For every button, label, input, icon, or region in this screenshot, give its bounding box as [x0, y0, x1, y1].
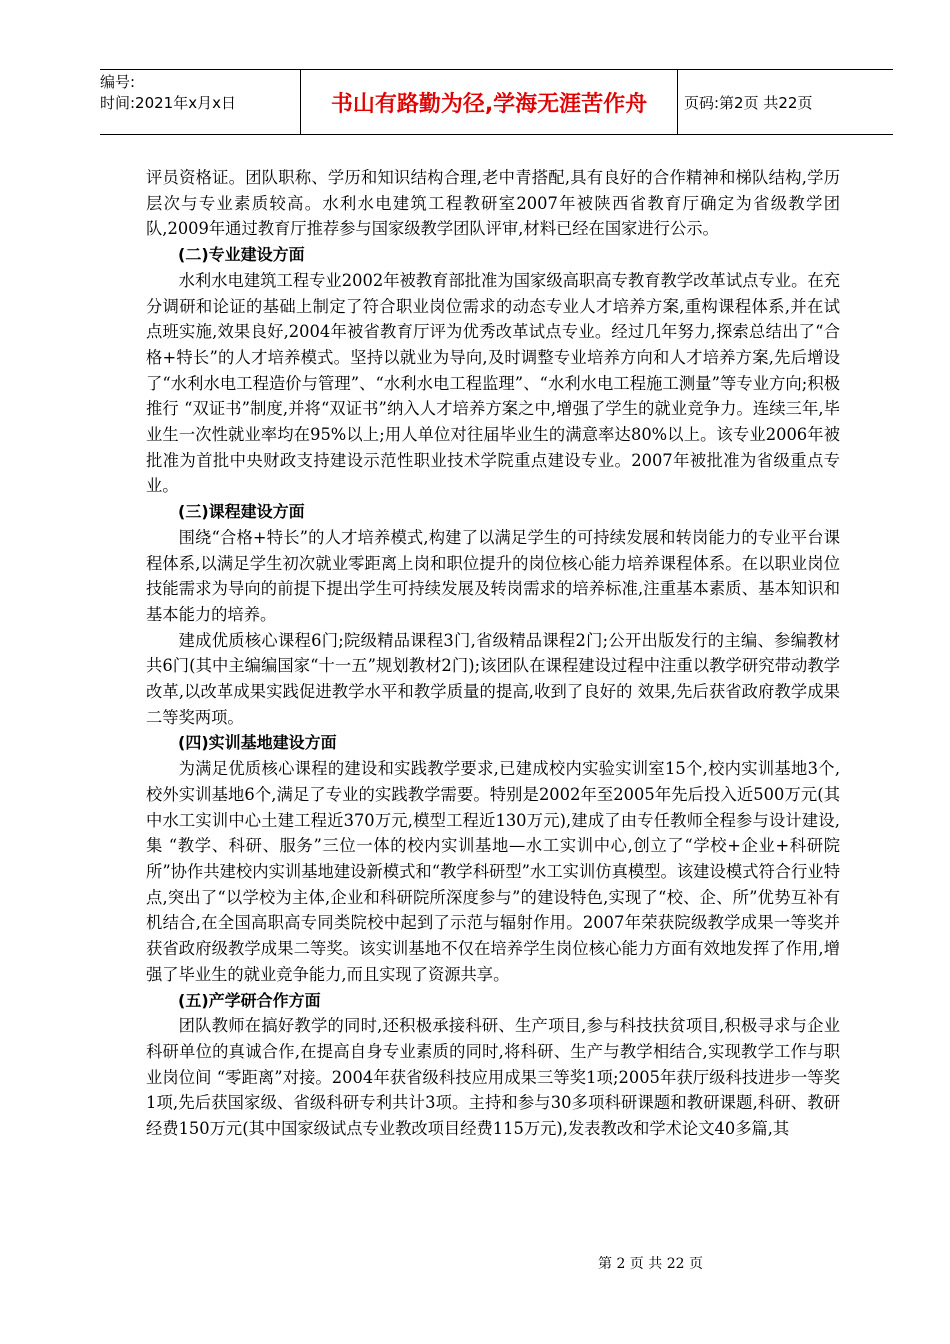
header-meta	[100, 70, 301, 134]
paragraph: 水利水电建筑工程专业2002年被教育部批准为国家级高职高专教育教学改革试点专业。在充分调研和论证的基础上制定了符合职业岗位需求的动态专业人才培养方案,重构课程体系,并在试点班实施,效果良好,2004年被省教育厅评为优秀改革试点专业。经过几年努力,探索总结出了“合格+特长”的人才培养模式。坚持以就业为导向,及时调整专业培养方向和人才培养方案,先后增设了“水利水电工程造价与管理”、“水利水电工程监理”、“水利水电工程施工测量”等专业方向;积极推行 “双证书”制度,并将“双证书”纳入人才培养方案之中,增强了学生的就业竞争力。连续三年,毕业生一次性就业率均在95%以上;用人单位对往届毕业生的满意率达80%以上。该专业2006年被批准为首批中央财政支持建设示范性职业技术学院重点建设专业。2007年被批准为省级重点专业。	[146, 270, 840, 496]
section-heading: (三)课程建设方面	[178, 502, 305, 522]
page-header	[100, 69, 893, 135]
section-heading: (二)专业建设方面	[178, 245, 305, 265]
paragraph: 围绕“合格+特长”的人才培养模式,构建了以满足学生的可持续发展和转岗能力的专业平台课程体系,以满足学生初次就业零距离上岗和职位提升的岗位核心能力培养课程体系。在以职业岗位技能需求为导向的前提下提出学生可持续发展及转岗需求的培养标准,注重基本素质、基本知识和基本能力的培养。	[146, 527, 840, 624]
paragraph: 为满足优质核心课程的建设和实践教学要求,已建成校内实验实训室15个,校内实训基地3个,校外实训基地6个,满足了专业的实践教学需要。特别是2002年至2005年先后投入近500万元(其中水工实训中心土建工程近370万元,模型工程近130万元),建成了由专任教师全程参与设计建设,集 “教学、科研、服务”三位一体的校内实训基地—水工实训中心,创立了“学校+企业+科研院所”协作共建校内实训基地建设新模式和“教学科研型”水工实训仿真模型。该建设模式符合行业特点,突出了“以学校为主体,企业和科研院所深度参与”的建设特色,实现了“校、企、所”优势互补有机结合,在全国高职高专同类院校中起到了示范与辐射作用。2007年荣获院级教学成果一等奖并获省政府级教学成果二等奖。该实训基地不仅在培养学生岗位核心能力方面有效地发挥了作用,增强了毕业生的就业竞争能力,而且实现了资源共享。	[146, 759, 840, 984]
paragraph: 评员资格证。团队职称、学历和知识结构合理,老中青搭配,具有良好的合作精神和梯队结构,学历层次与专业素质较高。水利水电建筑工程教研室2007年被陕西省教育厅确定为省级教学团队,2009年通过教育厅推荐参与国家级教学团队评审,材料已经在国家进行公示。	[146, 168, 840, 239]
time-label: 时间:2021年x月x日	[100, 94, 236, 112]
number-label: 编号:	[100, 73, 136, 91]
header-page-info: 页码:第2页 共22页	[684, 93, 813, 112]
section-heading: (五)产学研合作方面	[178, 990, 321, 1010]
paragraph: 建成优质核心课程6门;院级精品课程3门,省级精品课程2门;公开出版发行的主编、参编教材共6门(其中主编编国家“十一五”规划教材2门);该团队在课程建设过程中注重以教学研究带动教学改革,以改革成果实践促进教学水平和教学质量的提高,收到了良好的 效果,先后获省政府教学成果二等奖两项。	[146, 630, 840, 727]
paragraph: 团队教师在搞好教学的同时,还积极承接科研、生产项目,参与科技扶贫项目,积极寻求与企业科研单位的真诚合作,在提高自身专业素质的同时,将科研、生产与教学相结合,实现教学工作与职业岗位间 “零距离”对接。2004年获省级科技应用成果三等奖1项;2005年获厅级科技进步一等奖1项,先后获国家级、省级科研专利共计3项。主持和参与30多项科研课题和教研课题,科研、教研经费150万元(其中国家级试点专业教改项目经费115万元),发表教改和学术论文40多篇,其	[146, 1016, 840, 1139]
header-motto: 书山有路勤为径,学海无涯苦作舟	[301, 70, 678, 134]
section-heading: (四)实训基地建设方面	[178, 733, 337, 753]
page-footer: 第 2 页 共 22 页	[598, 1256, 703, 1272]
document-body	[146, 165, 840, 1142]
